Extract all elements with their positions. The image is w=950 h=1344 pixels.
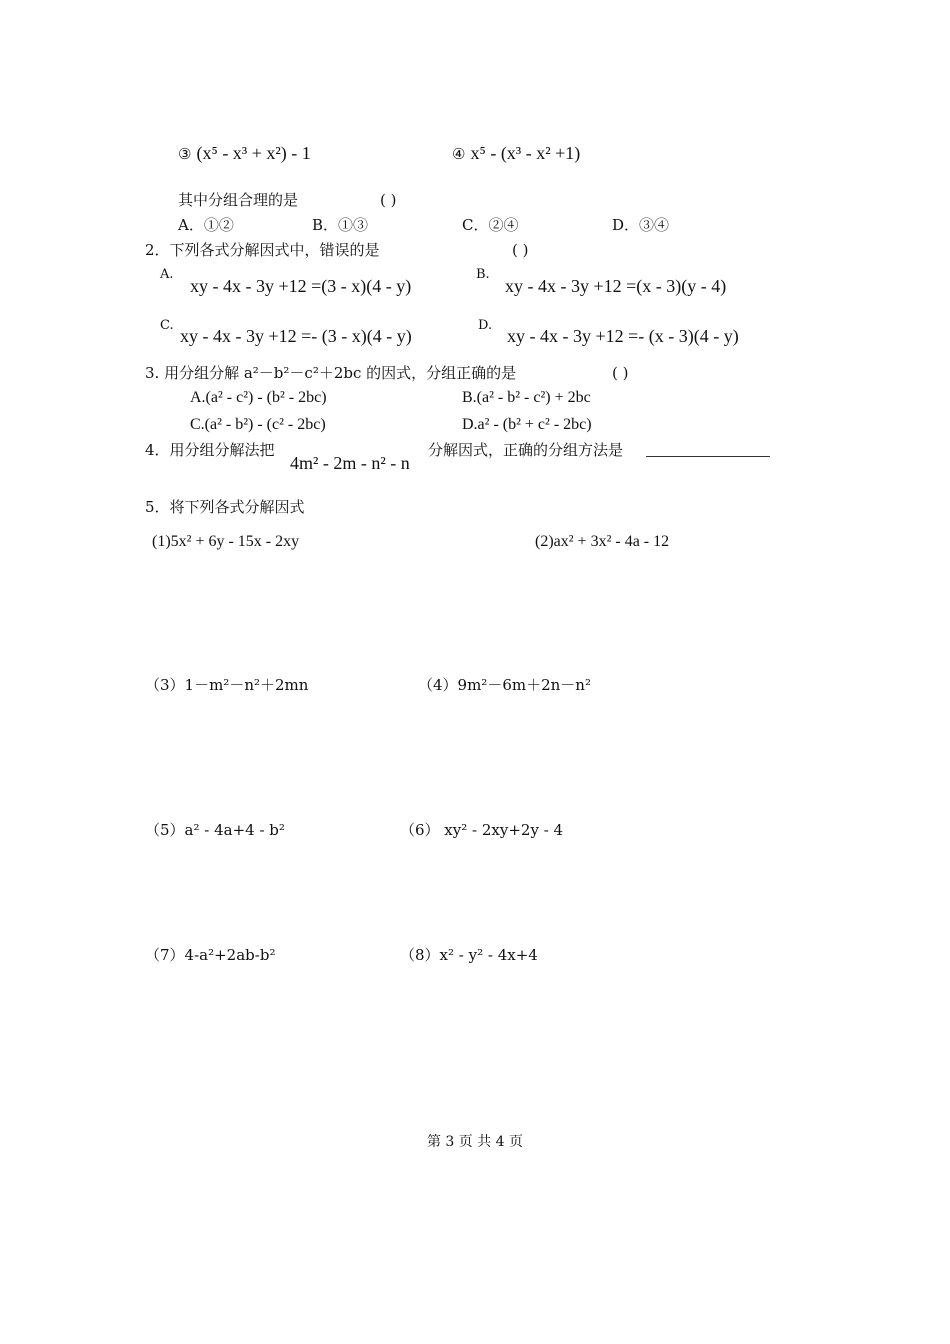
option-4-row bbox=[452, 142, 580, 164]
q5-part-8: （8）x² - y² - 4x+4 bbox=[400, 946, 538, 964]
q3-option-c: C.(a² - b²) - (c² - 2bc) bbox=[190, 416, 326, 433]
q4-expression: 4m² - 2m - n² - n bbox=[290, 453, 410, 473]
q2-option-c-expression: xy - 4x - 3y +12 =- (3 - x)(4 - y) bbox=[180, 326, 412, 346]
q3-option-d: D.a² - (b² + c² - 2bc) bbox=[462, 416, 592, 433]
q3-stem: 3. 用分组分解 a²－b²－c²＋2bc 的因式，分组正确的是 bbox=[145, 364, 517, 382]
q3-option-b: B.(a² - b² - c²) + 2bc bbox=[462, 389, 591, 406]
q4-stem-right: 分解因式，正确的分组方法是 bbox=[428, 441, 624, 459]
q1-choice-d: D．③④ bbox=[612, 216, 670, 234]
q1-choice-b: B．①③ bbox=[312, 216, 369, 234]
q2-option-c-label: C. bbox=[160, 318, 174, 333]
page-number: 第 3 页 共 4 页 bbox=[426, 1134, 524, 1150]
q3-option-a: A.(a² - c²) - (b² - 2bc) bbox=[190, 389, 327, 406]
q5-part-2: (2)ax² + 3x² - 4a - 12 bbox=[535, 533, 670, 550]
q5-part-7: （7）4-a²+2ab-b² bbox=[145, 946, 276, 964]
q2-stem: 2．下列各式分解因式中，错误的是 bbox=[145, 241, 380, 259]
option-3-mark: ③ bbox=[178, 145, 192, 163]
q2-option-b-label: B. bbox=[476, 267, 490, 282]
q5-part-3: （3）1－m²－n²＋2mn bbox=[145, 676, 309, 694]
q4-answer-blank bbox=[646, 442, 770, 461]
q1-choice-c: C．②④ bbox=[462, 216, 519, 234]
q2-answer-paren: ( ) bbox=[512, 241, 529, 259]
q1-answer-paren: ( ) bbox=[380, 191, 397, 209]
q1-question: 其中分组合理的是 bbox=[178, 191, 299, 209]
q5-stem: 5．将下列各式分解因式 bbox=[145, 498, 305, 516]
option-3-row bbox=[178, 142, 311, 164]
q5-part-1: (1)5x² + 6y - 15x - 2xy bbox=[152, 533, 300, 550]
q5-part-5: （5）a² - 4a+4 - b² bbox=[145, 821, 285, 839]
q2-option-d-label: D. bbox=[478, 318, 493, 333]
q2-option-d-expression: xy - 4x - 3y +12 =- (x - 3)(4 - y) bbox=[507, 326, 739, 346]
option-3-expression: (x⁵ - x³ + x²) - 1 bbox=[196, 143, 311, 163]
option-4-expression: x⁵ - (x³ - x² +1) bbox=[470, 143, 581, 163]
q5-part-6: （6） xy² - 2xy+2y - 4 bbox=[400, 821, 564, 839]
q2-option-a-label: A. bbox=[160, 267, 174, 282]
q4-stem-left: 4．用分组分解法把 bbox=[145, 441, 275, 459]
q2-option-a-expression: xy - 4x - 3y +12 =(3 - x)(4 - y) bbox=[190, 276, 412, 296]
q3-answer-paren: ( ) bbox=[612, 364, 629, 382]
q5-part-4: （4）9m²－6m＋2n－n² bbox=[418, 676, 591, 694]
q2-option-b-expression: xy - 4x - 3y +12 =(x - 3)(y - 4) bbox=[505, 276, 727, 296]
option-4-mark: ④ bbox=[452, 145, 466, 163]
q1-choice-a: A．①② bbox=[178, 216, 234, 234]
